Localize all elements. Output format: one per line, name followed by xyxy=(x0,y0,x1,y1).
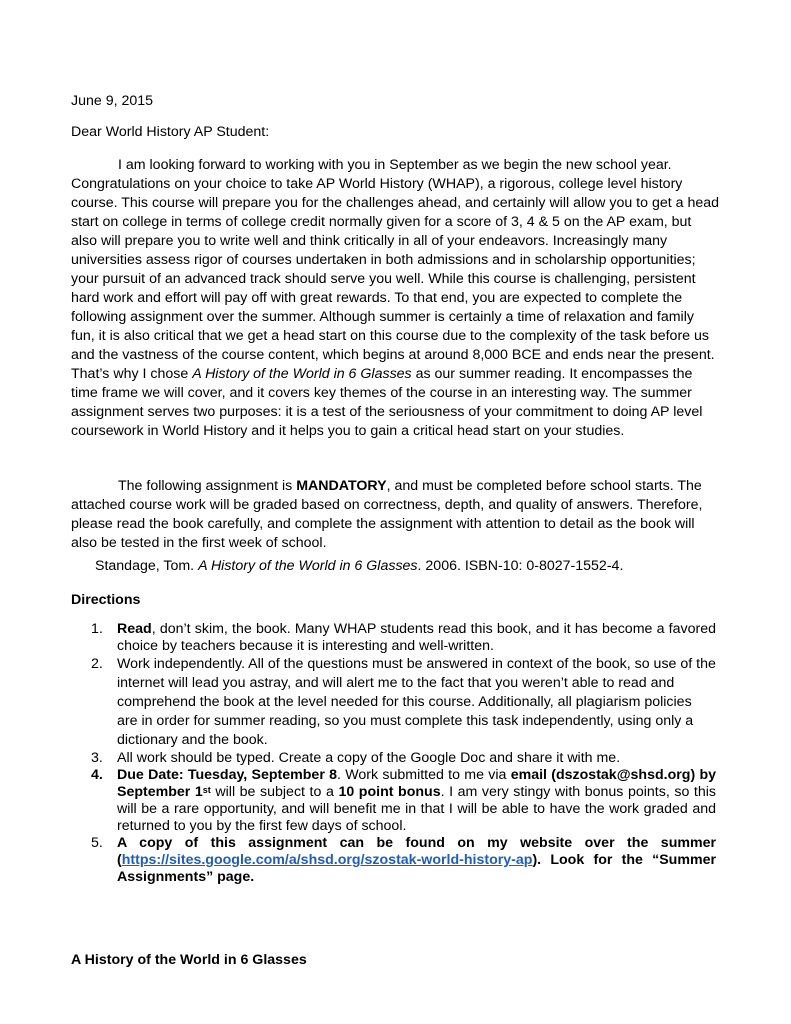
book-title-italic: A History of the World in 6 Glasses xyxy=(192,366,412,382)
mandatory-text-part-1: The following assignment is xyxy=(118,478,297,494)
item-text: . Work submitted to me via xyxy=(337,767,511,783)
directions-item-1 xyxy=(71,621,716,655)
letter-salutation: Dear World History AP Student: xyxy=(71,124,270,140)
item-text: Work independently. All of the questions must be answered in context of the book, so use of the internet will lead you astray, and will alert me to the fact that you weren’t able to read and comprehend the book at the level needed for this course. Additionally, all plagiarism policies are in order for summer reading, so you must complete this task independently, using only a dictionary and the book. xyxy=(117,656,716,748)
letter-date: June 9, 2015 xyxy=(71,93,154,109)
item-number: 5. xyxy=(91,835,103,851)
item-number: 4. xyxy=(91,767,103,783)
website-note-part-1: A copy of this assignment can be found on my website over the summer ( xyxy=(117,835,716,868)
mandatory-text-part-2: , and must be completed before school starts. The attached course work will be graded based on correctness, depth, and quality of answers. Therefore, please read the book carefully, and complete the assignment with attention to detail as the book will also be tested in the first week of school. xyxy=(71,478,703,551)
citation-details: . 2006. ISBN-10: 0-8027-1552-4. xyxy=(417,558,624,574)
item-text: . I am very stingy with bonus points, so this will be a rare opportunity, and will benefit me in that I will be able to have the work graded and returned to you by the first few days of school. xyxy=(117,784,716,834)
mandatory-emphasis: MANDATORY xyxy=(296,478,387,494)
item-number: 3. xyxy=(91,750,103,766)
website-link[interactable]: https://sites.google.com/a/shsd.org/szostak-world-history-ap xyxy=(121,852,533,868)
ordinal-suffix: st xyxy=(202,785,211,795)
item-number: 2. xyxy=(91,656,103,672)
directions-item-5 xyxy=(71,835,716,886)
mandatory-paragraph xyxy=(71,477,721,553)
website-note-part-2: ). Look for the “Summer Assignments” page. xyxy=(117,852,716,885)
intro-paragraph xyxy=(71,156,721,441)
directions-item-2 xyxy=(71,655,716,750)
item-text: All work should be typed. Create a copy of the Google Doc and share it with me. xyxy=(117,750,621,766)
section-title: A History of the World in 6 Glasses xyxy=(71,952,307,968)
directions-list xyxy=(71,621,716,886)
directions-heading: Directions xyxy=(71,592,141,608)
item-number: 1. xyxy=(91,621,103,637)
bonus-emphasis: 10 point bonus xyxy=(338,784,441,800)
book-citation xyxy=(95,557,735,576)
item-text: will be subject to a xyxy=(210,784,339,800)
citation-book-title: A History of the World in 6 Glasses xyxy=(198,558,418,574)
intro-text-part-2: as our summer reading. It encompasses the time frame we will cover, and it covers key themes of the course in an interesting way. The summer assignment serves two purposes: it is a test of the seriousness of your commitment to doing AP level coursework in World History and it helps you to gain a critical head start on your studies. xyxy=(71,366,703,439)
intro-text-part-1: I am looking forward to working with you in September as we begin the new school year. Congratulations on your choice to take AP World History (WHAP), a rigorous, college level history course. This course will prepare you for the challenges ahead, and certainly will allow you to get a head start on college in terms of college credit normally given for a score of 3, 4 & 5 on the AP exam, but also will prepare you to write well and think critically in all of your endeavors. Increasingly many universities assess rigor of courses undertaken in both admissions and in scholarship opportunities; your pursuit of an advanced track should serve you well. While this course is challenging, persistent hard work and effort will pay off with great rewards. To that end, you are expected to complete the following assignment over the summer. Although summer is certainly a time of relaxation and family fun, it is also critical that we get a head start on this course due to the complexity of the task before us and the vastness of the course content, which begins at around 8,000 BCE and ends near the present. That’s why I chose xyxy=(71,157,720,382)
email-deadline: email (dszostak@shsd.org) by September 1 xyxy=(117,767,717,800)
read-emphasis: Read xyxy=(117,621,152,637)
citation-author: Standage, Tom. xyxy=(95,558,199,574)
due-date: Due Date: Tuesday, September 8 xyxy=(117,767,338,783)
item-text: , don’t skim, the book. Many WHAP students read this book, and it has become a favored choice by teachers because it is interesting and well-written. xyxy=(117,621,716,654)
directions-item-4 xyxy=(71,767,716,835)
directions-item-3 xyxy=(71,750,716,767)
